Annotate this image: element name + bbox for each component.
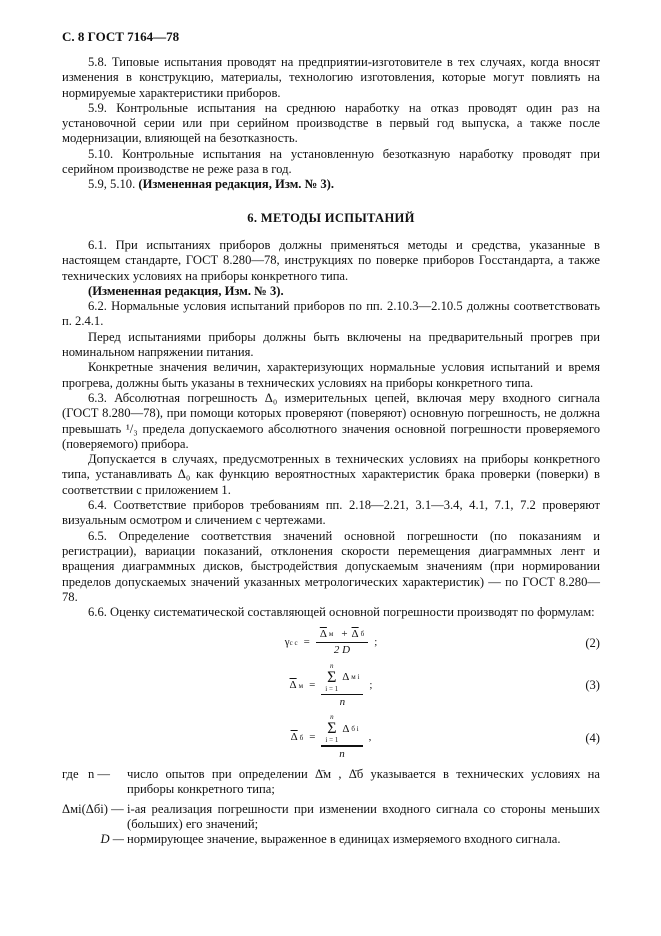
paragraph-prewarm: Перед испытаниями приборы должны быть включены на предварительный прогрев при номинальном напряжении питания. <box>62 329 600 360</box>
f4-sum-block <box>325 714 338 744</box>
definition-term: D — <box>100 832 124 847</box>
amendment-note <box>62 177 600 192</box>
f3-term-sub: м i <box>351 673 360 682</box>
amendment-note-2: (Измененная редакция, Изм. № 3). <box>88 283 284 298</box>
paragraph-6-5: 6.5. Определение соответствия значений основной погрешности (по показаниям и регистрации), вариации показаний, отклонения скорости перемещения диаграммных лент и вращения диаграммных дисков, быстродействия допускаемым значениям (при нормировании пределов допускаемых значений указанных метрологических характеристик) — по ГОСТ 8.280—78. <box>62 528 600 604</box>
f2-eq: = <box>303 636 310 649</box>
definition-text: нормирующее значение, выраженное в единицах измеряемого входного сигнала. <box>127 832 561 847</box>
formula-2-number: (2) <box>585 635 600 650</box>
document-body <box>62 55 600 847</box>
f2-fraction <box>316 628 368 656</box>
f2-end: ; <box>374 636 378 649</box>
definition-text: i-ая реализация погрешности при изменении входного сигнала со стороны меньших (больших) его значений; <box>127 801 600 831</box>
f3-denominator: n <box>339 695 346 708</box>
formula-4 <box>62 714 600 761</box>
definition-delta <box>62 802 600 833</box>
f4-lhs-sub: б <box>299 734 304 743</box>
f3-lower: i = 1 <box>325 684 339 693</box>
f4-fraction <box>321 714 362 761</box>
f2-numerator <box>316 628 368 642</box>
f4-end: , <box>368 731 372 744</box>
definitions-list <box>62 767 600 847</box>
definition-n <box>62 767 600 798</box>
f3-lhs-sub: м <box>298 682 304 691</box>
paragraph-5-10: 5.10. Контрольные испытания на установленную безотказную наработку проводят при серийном производстве не реже раза в год. <box>62 146 600 177</box>
paragraph-5-9: 5.9. Контрольные испытания на среднюю наработку на отказ проводят один раз на установочной серии или при серийном производстве в первый год выпуска, а также после модернизации, влияющей на безотказность. <box>62 100 600 146</box>
formulas-block <box>62 628 600 761</box>
f4-numerator <box>321 714 362 745</box>
f2-num-a: $\overline{\Delta}$ <box>319 628 327 641</box>
f3-lhs-group <box>290 679 304 692</box>
formula-3-number: (3) <box>585 678 600 693</box>
f4-term-sub: б i <box>351 724 359 733</box>
paragraph-values: Конкретные значения величин, характеризующих нормальные условия испытаний и время прогрева, должны быть указаны в технических условиях на приборы конкретного типа. <box>62 360 600 390</box>
f4-denominator: n <box>339 748 345 761</box>
f3-sum: Σ <box>327 668 337 686</box>
f2-lhs-sub: с с <box>289 639 298 648</box>
paragraph-allowed: Допускается в случаях, предусмотренных в технических условиях на приборы конкретного типа, устанавливать Δ₀ как функцию вероятностных характеристик брака проверки (поверки) в соответствии с приложением 1. <box>62 452 600 497</box>
formula-3 <box>62 663 600 709</box>
f4-lower: i = 1 <box>325 736 339 745</box>
f2-lhs-group <box>285 636 298 649</box>
f2-lhs: γ <box>284 636 290 649</box>
f2-num-b: $\overline{\Delta}$ <box>351 628 359 641</box>
formula-2 <box>62 628 600 656</box>
paragraph-6-6: 6.6. Оценку систематической составляющей основной погрешности производят по формулам: <box>88 605 595 620</box>
f4-sum: Σ <box>327 720 337 738</box>
paragraph-6-2: 6.2. Нормальные условия испытаний приборов по пп. 2.10.3—2.10.5 должны соответствовать п. 2.4.1. <box>62 299 600 329</box>
definition-term: Δмi(Δбi) — <box>62 801 124 816</box>
definition-term: где n — <box>62 766 111 781</box>
f3-term: Δ <box>342 671 350 684</box>
f3-fraction <box>321 663 363 709</box>
formula-4-number: (4) <box>585 730 600 745</box>
section-title: 6. МЕТОДЫ ИСПЫТАНИЙ <box>247 210 415 225</box>
definition-d <box>62 832 600 847</box>
amendment-prefix: 5.9, 5.10. <box>88 177 136 192</box>
f3-sum-block <box>325 663 338 693</box>
paragraph-5-8: 5.8. Типовые испытания проводят на предприятии-изготовителе в тех случаях, когда вносят изменения в конструкцию, материалы, технологию изготовления, которые могут повлиять на нормируемые характеристики приборов. <box>62 55 600 100</box>
page-header: С. 8 ГОСТ 7164—78 <box>62 29 180 44</box>
f4-eq: = <box>309 731 316 744</box>
definition-text: число опытов при определении Δ̄м , Δ̄б указывается в технических условиях на приборы конкретного типа; <box>127 766 600 797</box>
f4-upper: n <box>330 713 334 722</box>
f3-end: ; <box>369 679 373 692</box>
amendment-text: (Измененная редакция, Изм. № 3). <box>138 177 335 192</box>
f3-upper: n <box>329 661 334 670</box>
paragraph-6-3: 6.3. Абсолютная погрешность Δ₀ измерительных цепей, включая меру входного сигнала (ГОСТ 8.280—78), при помощи которых проверяют (поверяют) основную погрешность, не должна превышать ¹/₃ предела допускаемого абсолютного значения основной погрешности проверяемого (поверяемого) прибора. <box>62 390 600 451</box>
paragraph-6-4: 6.4. Соответствие приборов требованиям пп. 2.18—2.21, 3.1—3.4, 4.1, 7.1, 7.2 проверяют визуальным осмотром и сличением с чертежами. <box>62 498 600 528</box>
f2-num-a-sub: м <box>328 630 334 639</box>
f3-lhs: $\overline{\Delta}$ <box>289 679 297 692</box>
paragraph-6-1: 6.1. При испытаниях приборов должны применяться методы и средства, указанные в настоящем стандарте, ГОСТ 8.280—78, инструкциях по поверке приборов Госстандарта, а также технических условиях на приборы конкретного типа. <box>62 237 600 283</box>
f2-num-b-sub: б <box>360 630 365 639</box>
f4-lhs-group <box>291 731 304 744</box>
f3-numerator <box>321 663 363 694</box>
f4-lhs: $\overline{\Delta}$ <box>290 731 298 744</box>
f3-eq: = <box>309 679 316 692</box>
f2-denominator: 2 D <box>333 644 351 657</box>
f4-term: Δ <box>342 722 350 735</box>
f2-plus: + <box>341 628 348 641</box>
